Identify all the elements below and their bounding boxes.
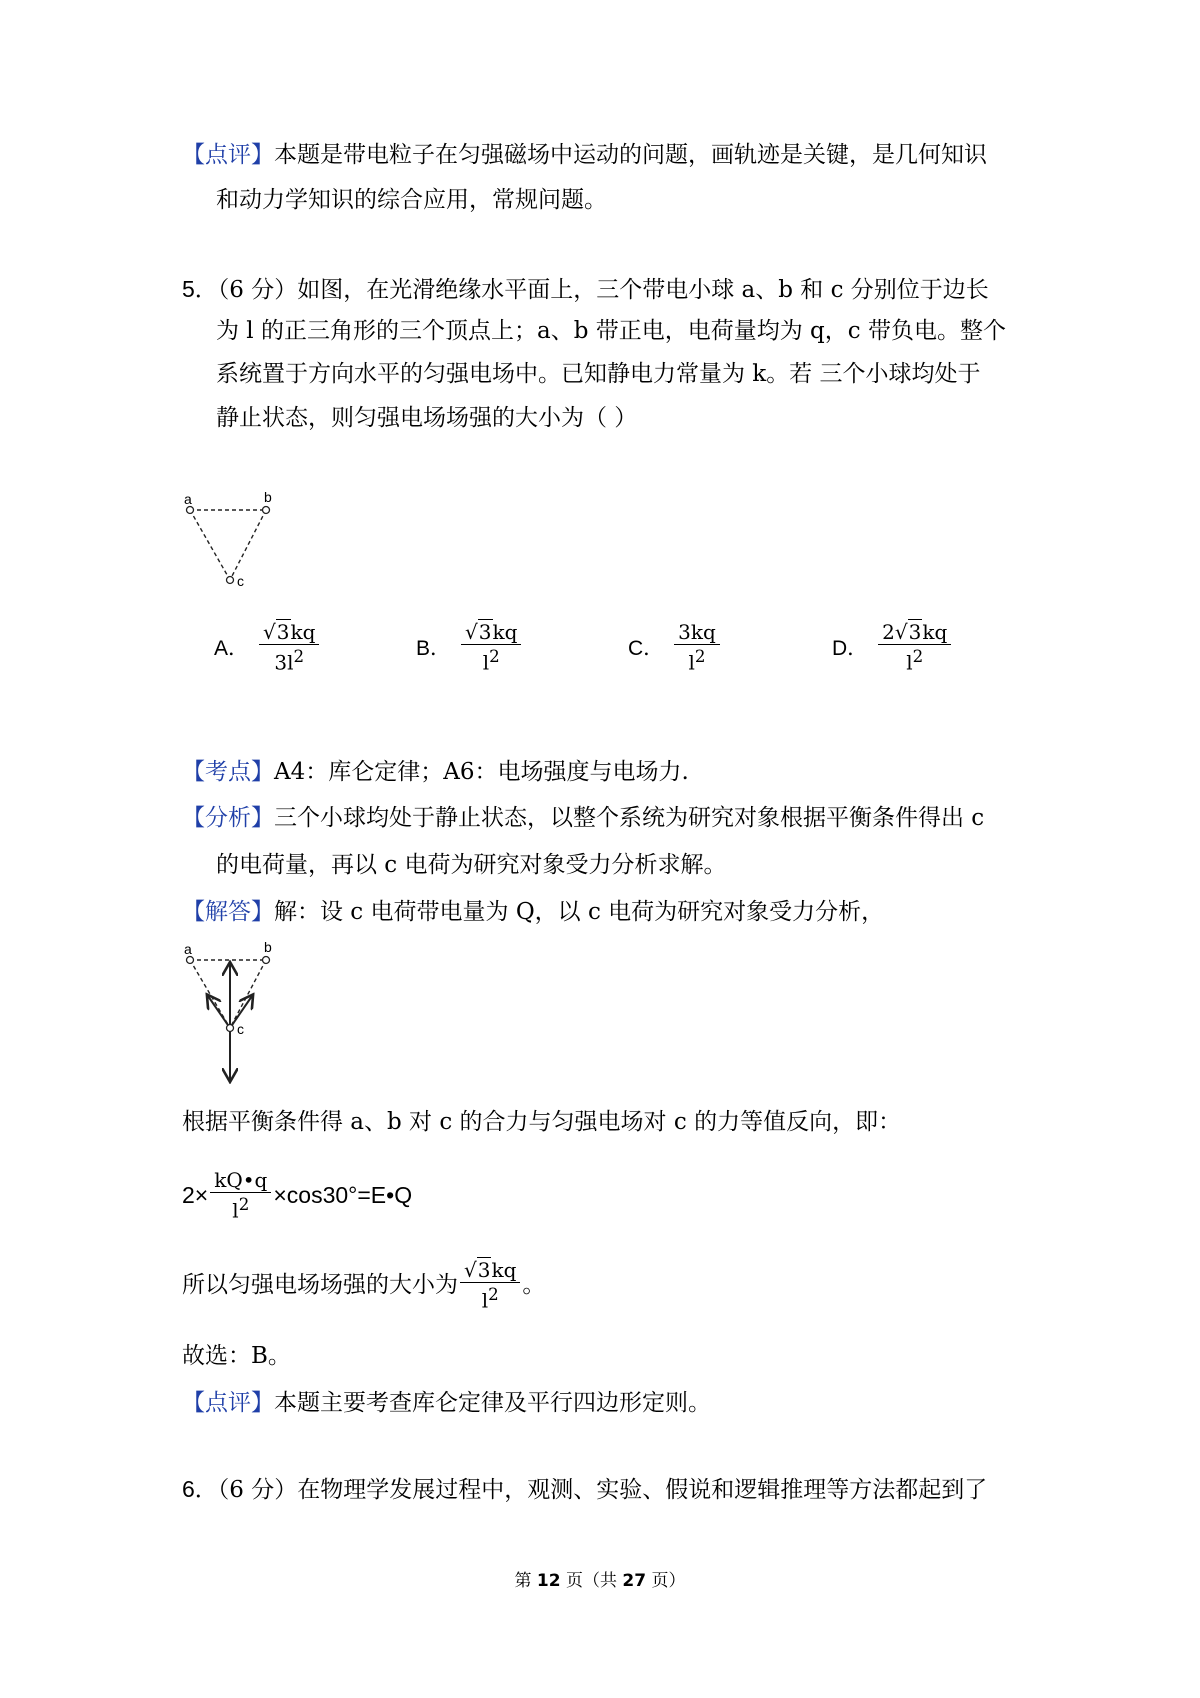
review2-tag: 【点评】 (182, 1390, 274, 1416)
q5-triangle-figure (176, 488, 286, 598)
option-b-letter: B． (416, 637, 452, 661)
q6-line1 (182, 1474, 987, 1505)
review2-text: 本题主要考查库仑定律及平行四边形定则。 (274, 1390, 711, 1416)
q5-line4: 静止状态，则匀强电场场强的大小为（ ） (216, 405, 638, 431)
option-a[interactable] (214, 620, 321, 675)
q5-label-a: a (184, 491, 192, 507)
option-d-fraction: $\frac{2√3kq}{l^2}$ (878, 620, 951, 675)
review2-line (182, 1388, 711, 1418)
jieda-equation (182, 1168, 412, 1223)
q6-text1: 在物理学发展过程中，观测、实验、假说和逻辑推理等方法都起到了 (297, 1477, 988, 1503)
result-suffix: 。 (522, 1272, 546, 1299)
option-b-fraction: $\frac{√3kq}{l^2}$ (461, 620, 521, 675)
option-a-letter: A． (214, 637, 250, 661)
option-c-letter: C． (628, 637, 665, 661)
result-prefix: 所以匀强电场场强的大小为 (182, 1272, 458, 1299)
kaodian-line (182, 757, 689, 787)
fenxi-line2: 的电荷量，再以 c 电荷为研究对象受力分析求解。 (216, 852, 727, 878)
kaodian-tag: 【考点】 (182, 759, 274, 785)
jieda-label-b: b (264, 940, 272, 955)
q5-line2: 为 l 的正三角形的三个顶点上；a、b 带正电，电荷量均为 q，c 带负电。整个 (216, 318, 1006, 344)
jieda-choice: 故选：B。 (182, 1343, 291, 1369)
q5-text1: 如图，在光滑绝缘水平面上，三个带电小球 a、b 和 c 分别位于边长 (297, 277, 989, 303)
q6-number: 6． (182, 1476, 218, 1502)
q5-line3: 系统置于方向水平的匀强电场中。已知静电力常量为 k。若 三个小球均处于 (216, 361, 981, 387)
jieda-result (182, 1258, 545, 1313)
option-c[interactable] (628, 620, 722, 675)
fenxi-line1 (182, 803, 984, 833)
q5-label-c: c (237, 573, 244, 589)
eq-fraction: $\frac{kQ•q}{l^2}$ (210, 1168, 271, 1223)
fenxi-tag: 【分析】 (182, 805, 274, 831)
fenxi-text1: 三个小球均处于静止状态，以整个系统为研究对象根据平衡条件得出 c (274, 805, 985, 831)
jieda-label-a: a (184, 941, 192, 957)
current-page: 12 (536, 1571, 561, 1591)
jieda-force-figure (176, 940, 286, 1090)
review1-text1: 本题是带电粒子在匀强磁场中运动的问题，画轨迹是关键，是几何知识 (274, 142, 987, 168)
total-pages: 27 (622, 1571, 647, 1591)
jieda-balance-line: 根据平衡条件得 a、b 对 c 的合力与匀强电场对 c 的力等值反向，即： (182, 1109, 902, 1135)
jieda-label-c: c (237, 1021, 244, 1037)
q5-number: 5． (182, 276, 218, 302)
jieda-line1 (182, 897, 884, 927)
jieda-tag: 【解答】 (182, 899, 274, 925)
option-a-fraction: $\frac{√3kq}{3l^2}$ (259, 620, 319, 675)
kaodian-text: A4：库仑定律；A6：电场强度与电场力. (274, 759, 689, 785)
option-c-fraction: $\frac{3kq}{l^2}$ (674, 620, 720, 675)
eq-suffix: ×cos30°=E•Q (273, 1182, 413, 1209)
jieda-text: 解：设 c 电荷带电量为 Q，以 c 电荷为研究对象受力分析， (274, 899, 885, 925)
option-d-letter: D． (832, 637, 869, 661)
option-b[interactable] (416, 620, 523, 675)
review1-line1 (182, 140, 987, 170)
review1-line2: 和动力学知识的综合应用，常规问题。 (216, 187, 607, 213)
eq-prefix: 2× (182, 1182, 209, 1209)
result-fraction: $\frac{√3kq}{l^2}$ (460, 1258, 520, 1313)
option-d[interactable] (832, 620, 953, 675)
review1-tag: 【点评】 (182, 142, 274, 168)
q5-score: （6 分） (217, 277, 298, 303)
q5-label-b: b (264, 489, 272, 505)
page-footer: 第 12 页（共 27 页） (514, 1571, 686, 1591)
q5-line1 (182, 274, 989, 305)
q6-score: （6 分） (217, 1477, 298, 1503)
